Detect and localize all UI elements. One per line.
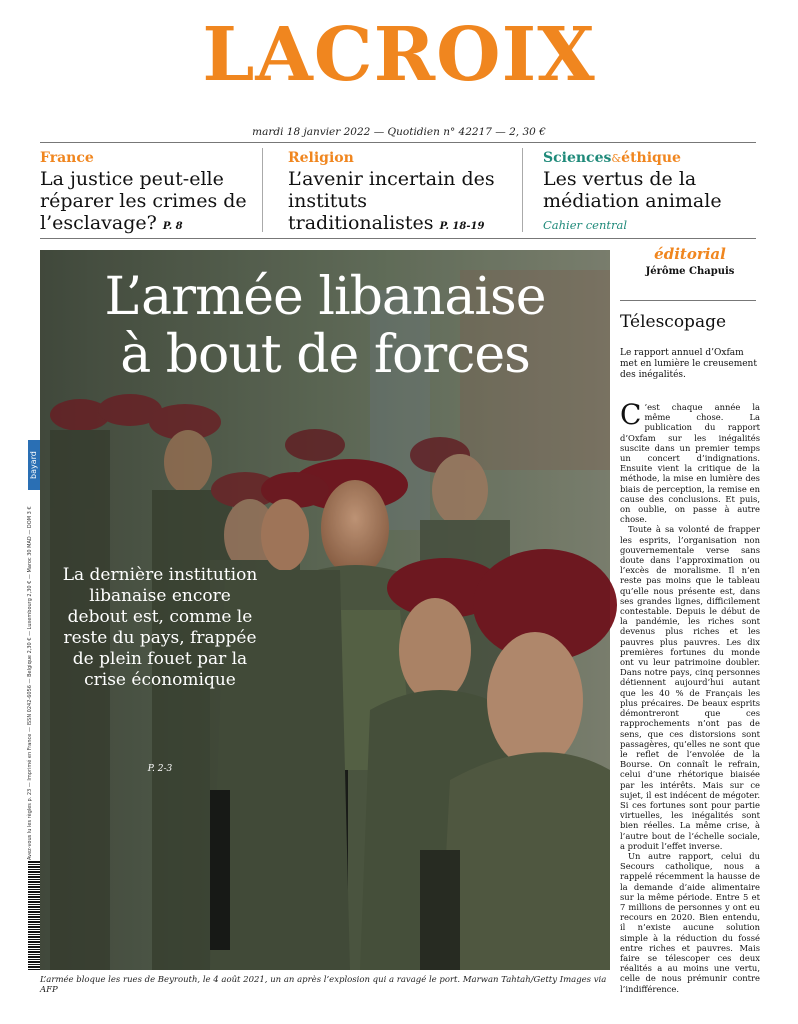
cover-headline-line-2: à bout de forces: [120, 325, 530, 385]
editorial-title[interactable]: Télescopage: [620, 312, 727, 332]
teaser-headline: Les vertus de la médiation animale Cahier central: [543, 168, 722, 232]
masthead-la: LA: [202, 12, 314, 98]
rule-top: [40, 142, 756, 143]
rule-divider-1: [262, 148, 263, 232]
masthead-croix: CROIX: [313, 12, 596, 98]
editorial-lede: Le rapport annuel d’Oxfam met en lumière le creusement des inégalités.: [620, 348, 757, 380]
legal-text: Avez-vous lu les règles p. 23 — Imprimé en France — ISSN 0242-6056 — Belgique 2,30 € — Luxembourg 2,30 € — Maroc 30 MAD — DOM 3 €: [27, 506, 33, 860]
rule-teasers-bottom: [40, 238, 756, 239]
teaser-kicker: Religion: [288, 150, 354, 166]
teaser-religion[interactable]: [288, 150, 510, 238]
photo-caption: L’armée bloque les rues de Beyrouth, le 4 août 2021, un an après l’explosion qui a ravagé le port. Marwan Tahtah/Getty Images via AFP: [40, 975, 607, 995]
teaser-sciences[interactable]: [543, 150, 757, 236]
cover-subhead: La dernière institution libanaise encore debout est, comme le reste du pays, frappée de plein fouet par la crise économique: [62, 565, 258, 690]
editorial-paragraph-1: C ’est chaque année la même chose. La publication du rapport d’Oxfam sur les inégalités suscite dans un premier temps un concert d’indignations. Ensuite vient la critique de la méthode, la mise en lumière des biais de perception, la remise en cause des conclusions. Et puis, on oublie, on passe à autre chose.: [620, 398, 760, 525]
teaser-kicker: Sciences&éthique: [543, 150, 681, 166]
rule-editorial: [620, 300, 756, 301]
cover-headline[interactable]: [40, 268, 610, 384]
dateline: mardi 18 janvier 2022 — Quotidien n° 42217 — 2, 30 €: [252, 126, 546, 138]
teaser-headline: L’avenir incertain des instituts traditionalistes P. 18-19: [288, 168, 495, 234]
editorial-paragraph-2: Toute à sa volonté de frapper les esprits, l’organisation non gouvernementale verse sans doute dans l’approximation ou l’excès de moralisme. Il n’en reste pas moins que le tableau qu’elle nous présente est, dans ses grandes lignes, difficilement contestable. Depuis le début de la pandémie, les riches sont devenus plus riches et les pauvres plus pauvres. Les dix premières fortunes du monde ont vu leur patrimoine doubler. Dans notre pays, cinq personnes détiennent aujourd’hui autant que les 40 % de Français les plus précaires. De beaux esprits démontreront que ces rapprochements n’ont pas de sens, que ces distorsions sont passagères, qu’elles ne sont que le reflet de l’envolée de la Bourse. On connaît le refrain, celui d’une rhétorique biaisée par les intérêts. Mais sur ce sujet, il est indécent de mégoter. Si ces fortunes sont pour partie virtuelles, les inégalités sont bien réelles. La même crise, à l’autre bout de l’échelle sociale, a produit l’effet inverse.: [620, 524, 760, 851]
teaser-headline: La justice peut-elle réparer les crimes de l’esclavage? P. 8: [40, 168, 247, 234]
editorial-dropcap: C: [620, 398, 642, 431]
teaser-page: Cahier central: [543, 218, 628, 232]
editorial-kicker: éditorial: [654, 245, 726, 263]
teaser-page: P. 8: [162, 221, 183, 232]
editorial-body: [620, 398, 760, 994]
editorial-paragraph-3: Un autre rapport, celui du Secours catholique, nous a rappelé récemment la hausse de la demande d’aide alimentaire sur la même période. Entre 5 et 7 millions de personnes y ont eu recours en 2020. Bien entendu, il n’existe aucune solution simple à la réduction du fossé entre riches et pauvres. Mais faire se télescoper ces deux réalités a au moins une vertu, celle de nous prémunir contre l’indifférence.: [620, 850, 760, 994]
editorial-author: Jérôme Chapuis: [645, 266, 735, 277]
masthead-logo[interactable]: [0, 12, 798, 98]
cover-headline-line-1: L’armée libanaise: [104, 267, 546, 327]
teaser-kicker: France: [40, 150, 94, 166]
barcode: [28, 860, 40, 970]
rule-divider-2: [522, 148, 523, 232]
teaser-page: P. 18-19: [439, 221, 485, 232]
bayard-logo: bayard: [28, 440, 40, 490]
cover-subhead-page: P. 2-3: [147, 764, 173, 774]
teaser-france[interactable]: [40, 150, 250, 238]
